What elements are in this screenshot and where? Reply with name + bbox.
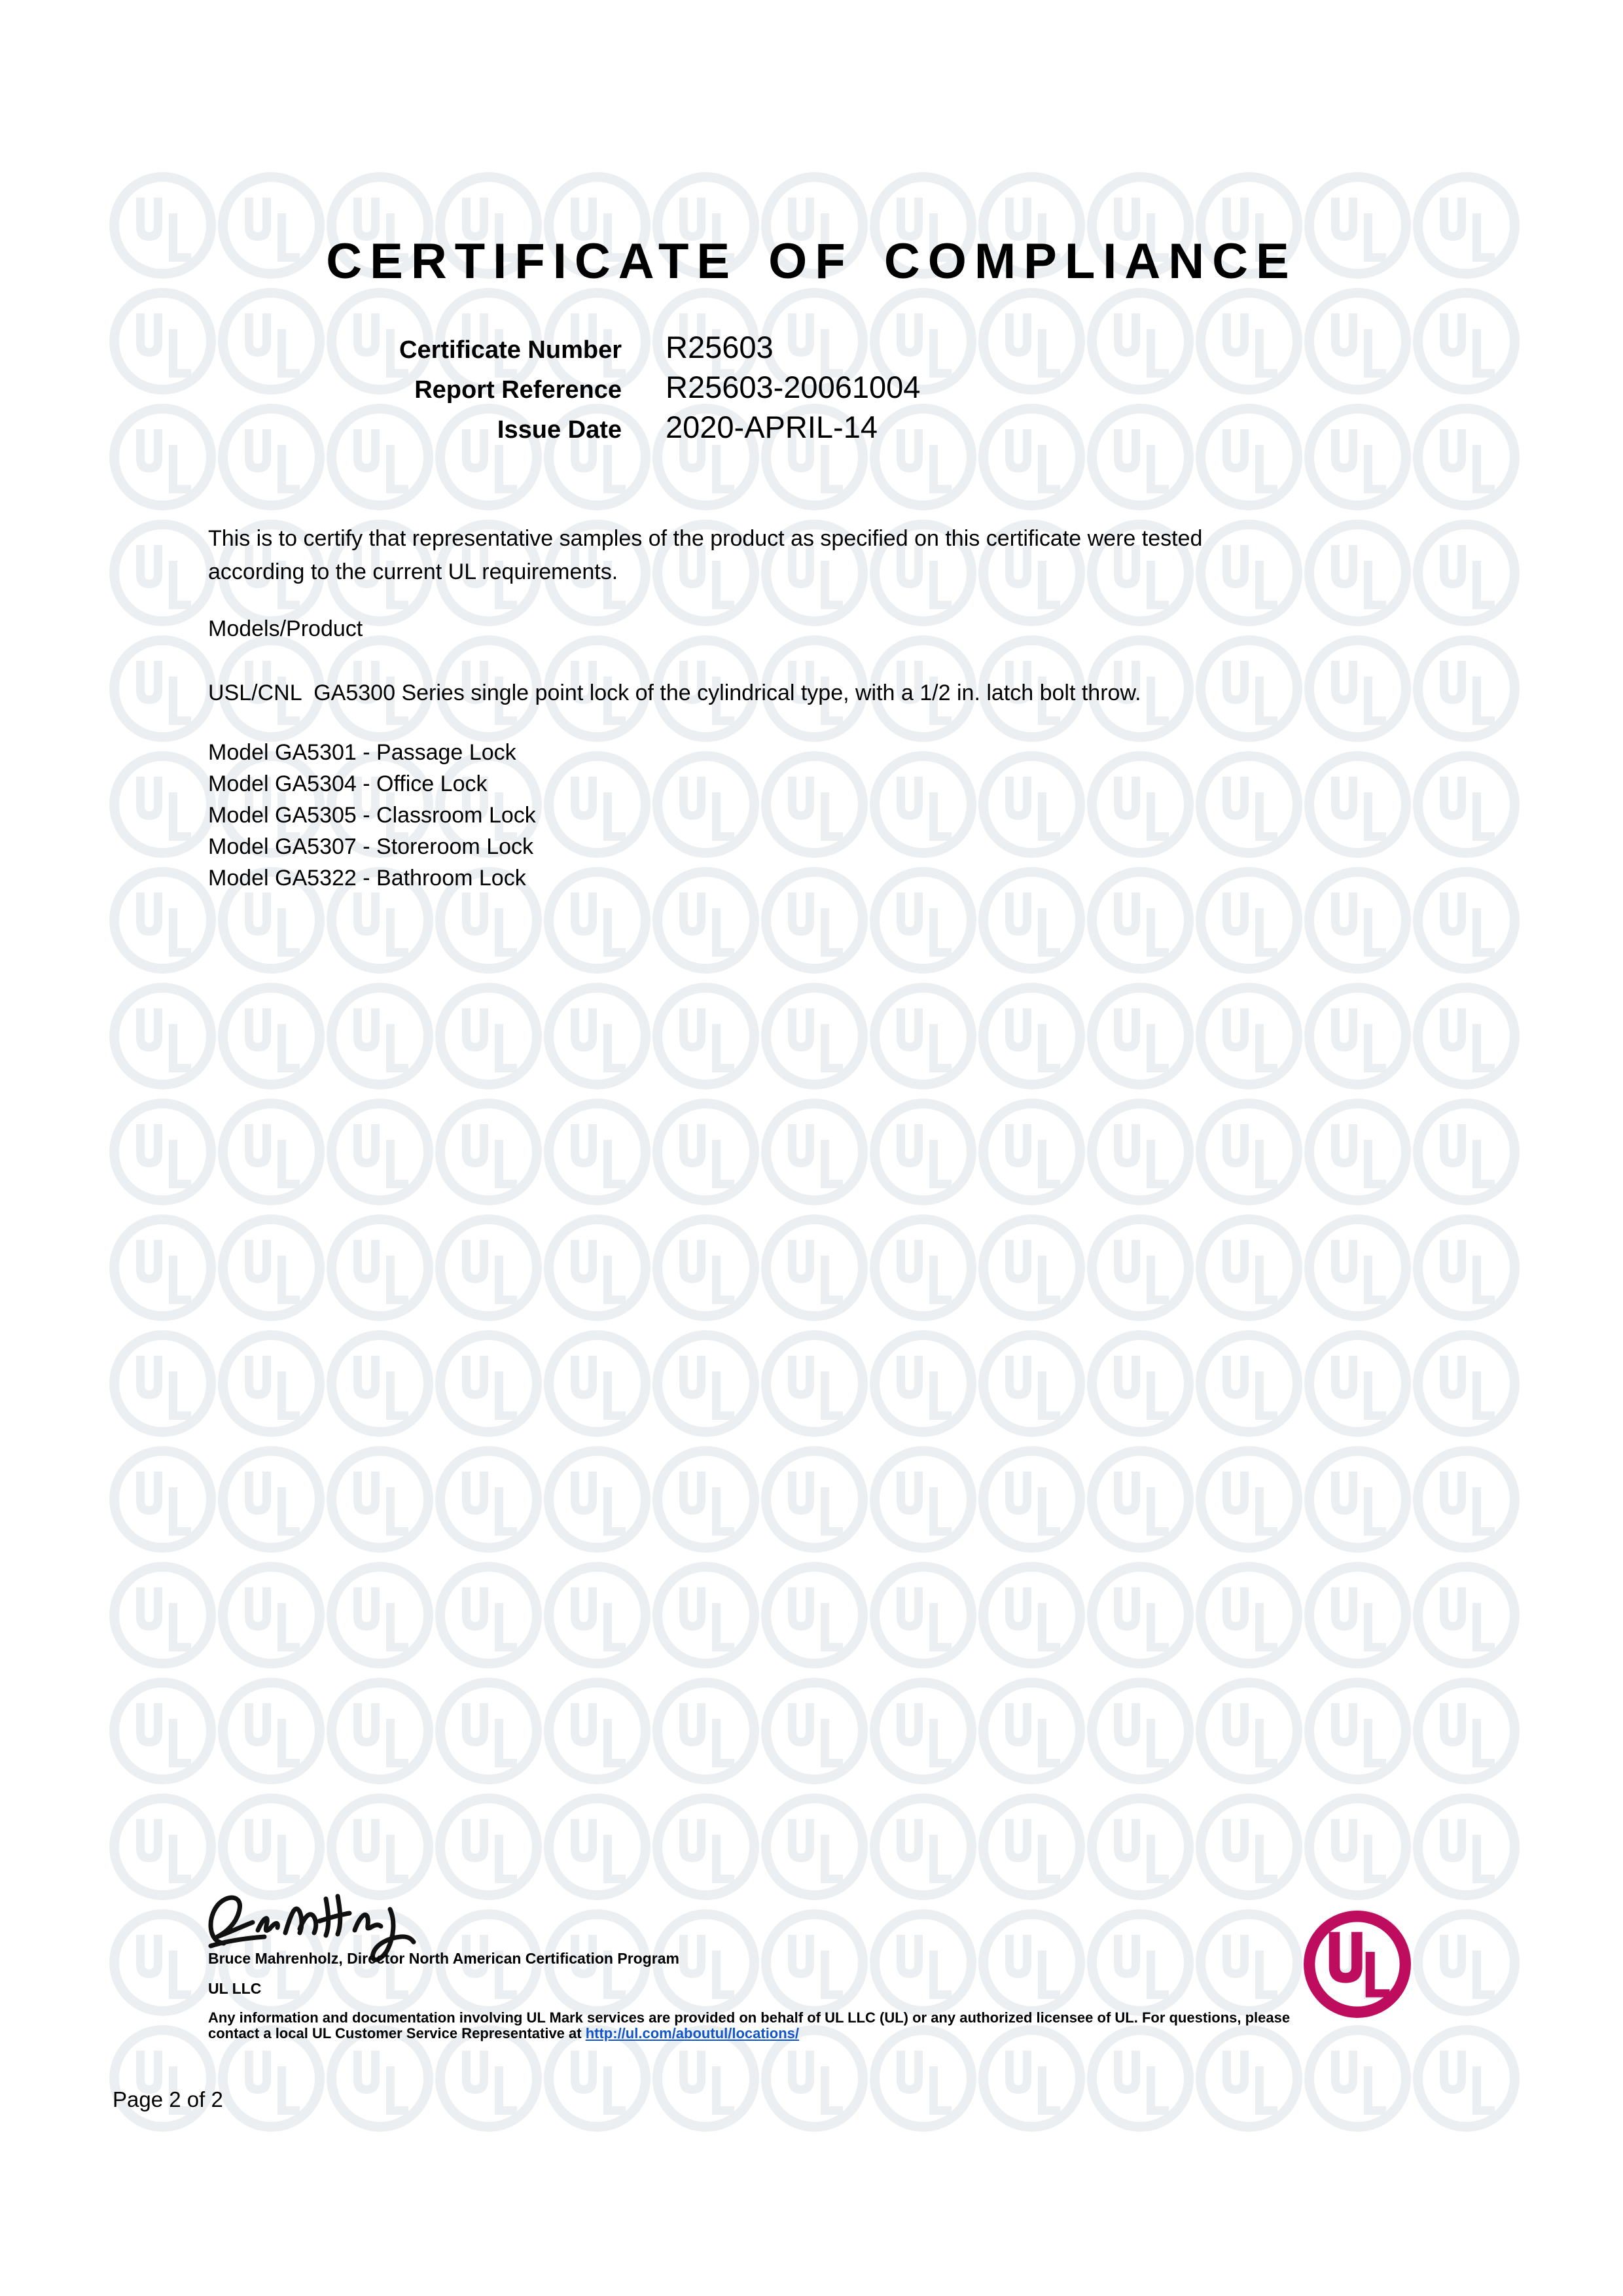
ul-watermark-pattern <box>109 171 1521 2133</box>
issue-date-row <box>208 409 1255 445</box>
model-list <box>208 737 536 894</box>
issue-date-value: 2020-APRIL-14 <box>666 410 878 444</box>
certification-statement <box>208 522 1425 589</box>
certificate-number-label: Certificate Number <box>399 336 622 364</box>
model-list-item: Model GA5307 - Storeroom Lock <box>208 834 534 859</box>
disclaimer-line2-prefix: contact a local UL Customer Service Representative at <box>208 2025 586 2041</box>
signer-name: Bruce Mahrenholz, Director North American Certification Program <box>208 1950 679 1967</box>
report-reference-label: Report Reference <box>414 376 622 404</box>
disclaimer-line1: Any information and documentation involving UL Mark services are provided on behalf of UL LLC (UL) or any authorized licensee of UL. For questions, please <box>208 2009 1291 2026</box>
certificate-number-value: R25603 <box>666 330 774 364</box>
certificate-number-row <box>208 329 1255 365</box>
disclaimer-line2 <box>208 2026 1321 2041</box>
report-reference-row <box>208 369 1255 405</box>
product-description: USL/CNL GA5300 Series single point lock of the cylindrical type, with a 1/2 in. latch bolt throw. <box>208 680 1141 705</box>
issue-date-label: Issue Date <box>497 416 622 444</box>
models-product-heading: Models/Product <box>208 616 363 641</box>
ul-logo <box>1302 1909 1412 2019</box>
model-list-item: Model GA5322 - Bathroom Lock <box>208 866 526 891</box>
ul-locations-link[interactable]: http://ul.com/aboutul/locations/ <box>585 2025 800 2041</box>
certification-statement-line1: This is to certify that representative samples of the product as specified on this certificate were tested <box>208 526 1203 551</box>
model-list-item: Model GA5301 - Passage Lock <box>208 740 516 765</box>
disclaimer-text <box>208 2010 1321 2041</box>
report-reference-value: R25603-20061004 <box>666 370 921 404</box>
company-name: UL LLC <box>208 1980 262 1997</box>
model-list-item: Model GA5304 - Office Lock <box>208 771 488 796</box>
certification-statement-line2: according to the current UL requirements. <box>208 559 618 584</box>
model-list-item: Model GA5305 - Classroom Lock <box>208 803 536 828</box>
document-title: CERTIFICATE OF COMPLIANCE <box>326 234 1297 289</box>
page-number: Page 2 of 2 <box>113 2087 223 2111</box>
